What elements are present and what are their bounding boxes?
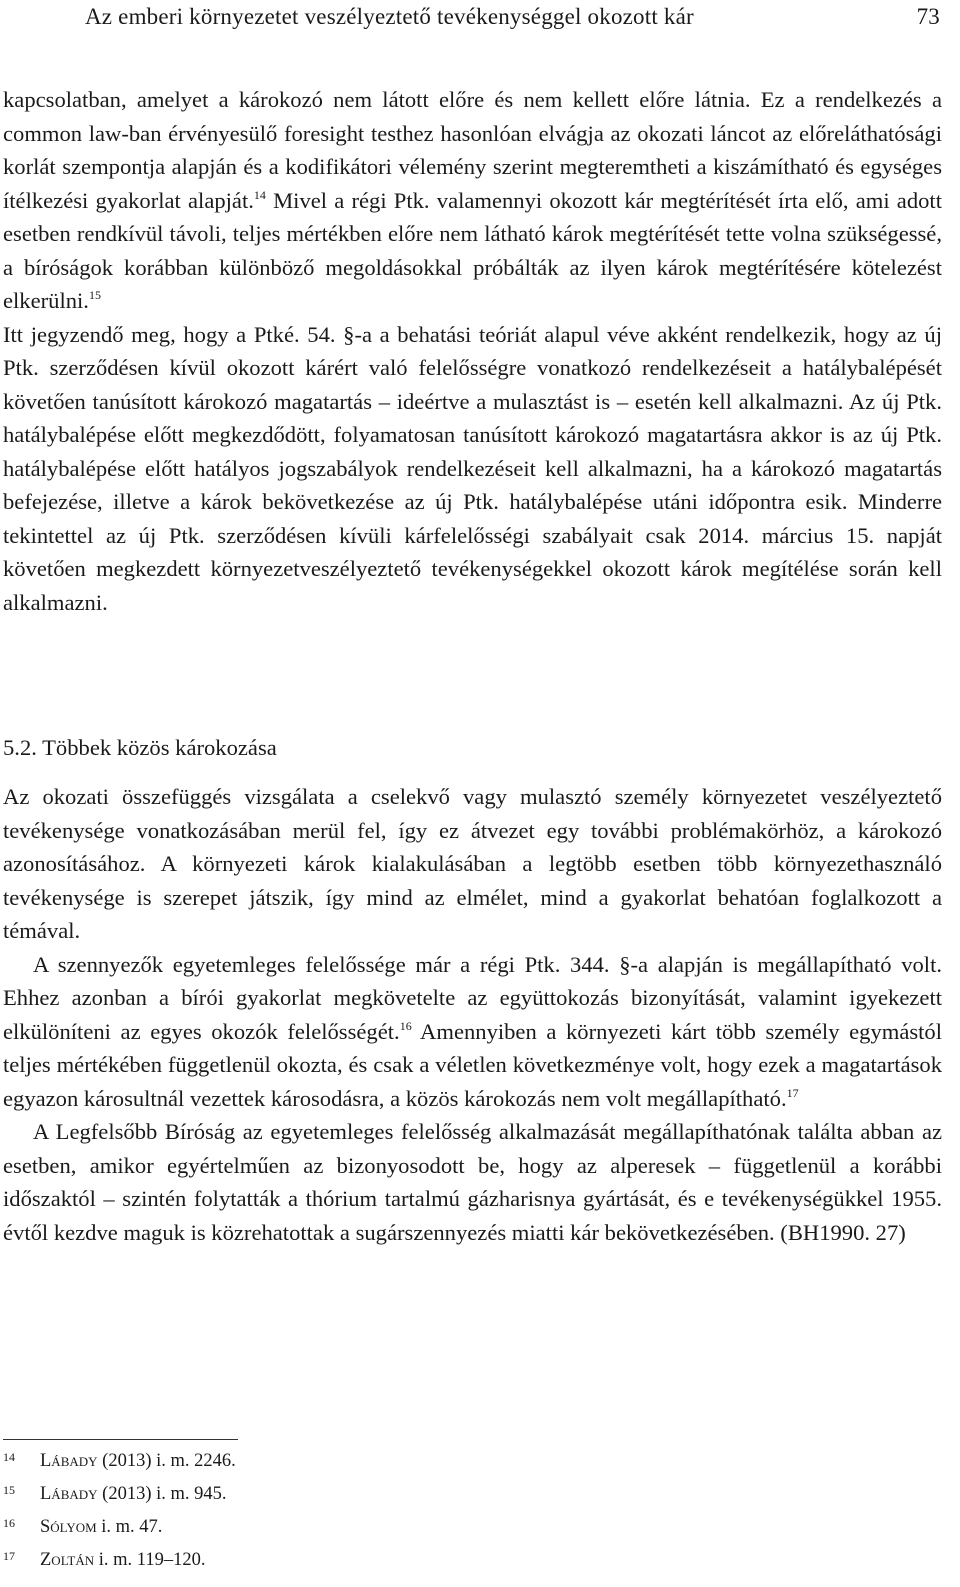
paragraph [3, 948, 942, 1116]
text-run: A szennyezők egyetemleges felelőssége már a régi Ptk. 344. §-a alapján is megállapítható volt. Ehhez azonban a bírói gyakorlat megkövetelte az együttokozás bizonyítását, valamint igyekezett elkülöníteni az egyes okozók felelősségét. [3, 951, 942, 1044]
footnote-15 [3, 1484, 603, 1517]
running-header-title: Az emberi környezetet veszélyeztető tevékenységgel okozott kár [85, 4, 694, 29]
text-run: Az okozati összefüggés vizsgálata a cselekvő vagy mulasztó személy környezetet veszélyeztető tevékenysége vonatkozásában merül fel, így ez átvezet egy további problémakörhöz, a károkozó azonosításához. A környezeti károk kialakulásában a legtöbb esetben több környezethasználó tevékenysége is szerepet játszik, így mind az elmélet, mind a gyakorlat behatóan foglalkozott a témával. [3, 784, 942, 943]
footnote-text [40, 1484, 227, 1505]
paragraph [3, 1115, 942, 1249]
paragraph [3, 318, 942, 620]
section-body [3, 780, 942, 1249]
footnote-text [40, 1550, 206, 1571]
footnote-ref-15[interactable]: 15 [88, 288, 101, 302]
running-header [85, 4, 940, 30]
footnote-16 [3, 1517, 603, 1550]
footnote-citation: i. m. 119–120. [94, 1550, 206, 1570]
footnote-divider [3, 1439, 238, 1440]
footnote-author: Sólyom [40, 1517, 97, 1537]
text-run: Amennyiben a környezeti kárt több személy egymástól teljes mértékében függetlenül okozta, és csak a véletlen következménye volt, hogy ezek a magatartások egyazon károsultnál vezettek károsodásra, a közös károkozás nem volt megállapítható. [3, 1018, 942, 1111]
footnote-14 [3, 1451, 603, 1484]
footnote-ref-14[interactable]: 14 [253, 187, 266, 202]
paragraph [3, 780, 942, 948]
text-run: A Legfelsőbb Bíróság az egyetemleges felelősség alkalmazását megállapíthatónak találta abban az esetben, amikor egyértelműen az bizonyosodott be, hogy az alperesek – függetlenül a korábbi időszaktól – szintén folytatták a thórium tartalmú gázharisnya gyártását, és e tevékenységükkel 1955. évtől kezdve maguk is közrehatottak a sugárszennyezés miatti kár bekövetkezésében. (BH1990. 27) [3, 1119, 942, 1245]
footnote-text [40, 1451, 236, 1472]
footnote-number: 17 [3, 1549, 15, 1563]
footnote-number: 15 [3, 1483, 15, 1497]
body-text [3, 83, 942, 619]
footnotes [3, 1451, 603, 1583]
footnote-ref-17[interactable]: 17 [786, 1085, 799, 1100]
paragraph [3, 83, 942, 318]
page-number: 73 [916, 4, 940, 29]
footnote-citation: (2013) i. m. 2246. [97, 1451, 236, 1471]
footnote-number: 16 [3, 1516, 15, 1530]
footnote-citation: (2013) i. m. 945. [97, 1484, 227, 1504]
footnote-citation: i. m. 47. [96, 1517, 163, 1537]
footnote-text [40, 1517, 162, 1538]
text-run: kapcsolatban, amelyet a károkozó nem látott előre és nem kellett előre látnia. Ez a rendelkezés a common law-ban érvényesülő foresight testhez hasonlóan elvágja az okozati láncot az előreláthatósági korlát szempontja alapján és a kodifikátori vélemény szerint megteremtheti a kiszámítható és egységes ítélkezési gyakorlat alapját. [3, 87, 942, 213]
text-run: Itt jegyzendő meg, hogy a Ptké. 54. §-a a behatási teóriát alapul véve akként rendelkezik, hogy az új Ptk. szerződésen kívül okozott kárért való felelősségre vonatkozó rendelkezéseit a hatálybalépését követően tanúsított károkozó magatartás – ideértve a mulasztást is – esetén kell alkalmazni. Az új Ptk. hatálybalépése előtt megkezdődött, folyamatosan tanúsított károkozó magatartásra akkor is az új Ptk. hatálybalépése előtt hatályos jogszabályok rendelkezéseit kell alkalmazni, ha a károkozó magatartás befejezése, illetve a károk bekövetkezése az új Ptk. hatálybalépése utáni időpontra esik. Minderre tekintettel az új Ptk. szerződésen kívüli kárfelelősségi szabályait csak 2014. március 15. napját követően megkezdett környezetveszélyeztető tevékenységekkel okozott károk megítélése során kell alkalmazni. [3, 321, 942, 615]
section-heading: 5.2. Többek közös károkozása [3, 735, 277, 760]
footnote-ref-16[interactable]: 16 [399, 1018, 412, 1033]
footnote-author: Lábady [40, 1451, 98, 1471]
text-run: Mivel a régi Ptk. valamennyi okozott kár megtérítését írta elő, ami adott esetben rendkívül távoli, teljes mértékben előre nem látható károk megtérítését tette volna szükségessé, a bíróságok korábban különböző megoldásokkal próbálták az ilyen károk megtérítésére kötelezést elkerülni. [3, 187, 942, 313]
footnote-author: Zoltán [40, 1550, 95, 1570]
footnote-author: Lábady [40, 1484, 98, 1504]
footnote-number: 14 [3, 1450, 15, 1464]
footnote-17 [3, 1550, 603, 1583]
